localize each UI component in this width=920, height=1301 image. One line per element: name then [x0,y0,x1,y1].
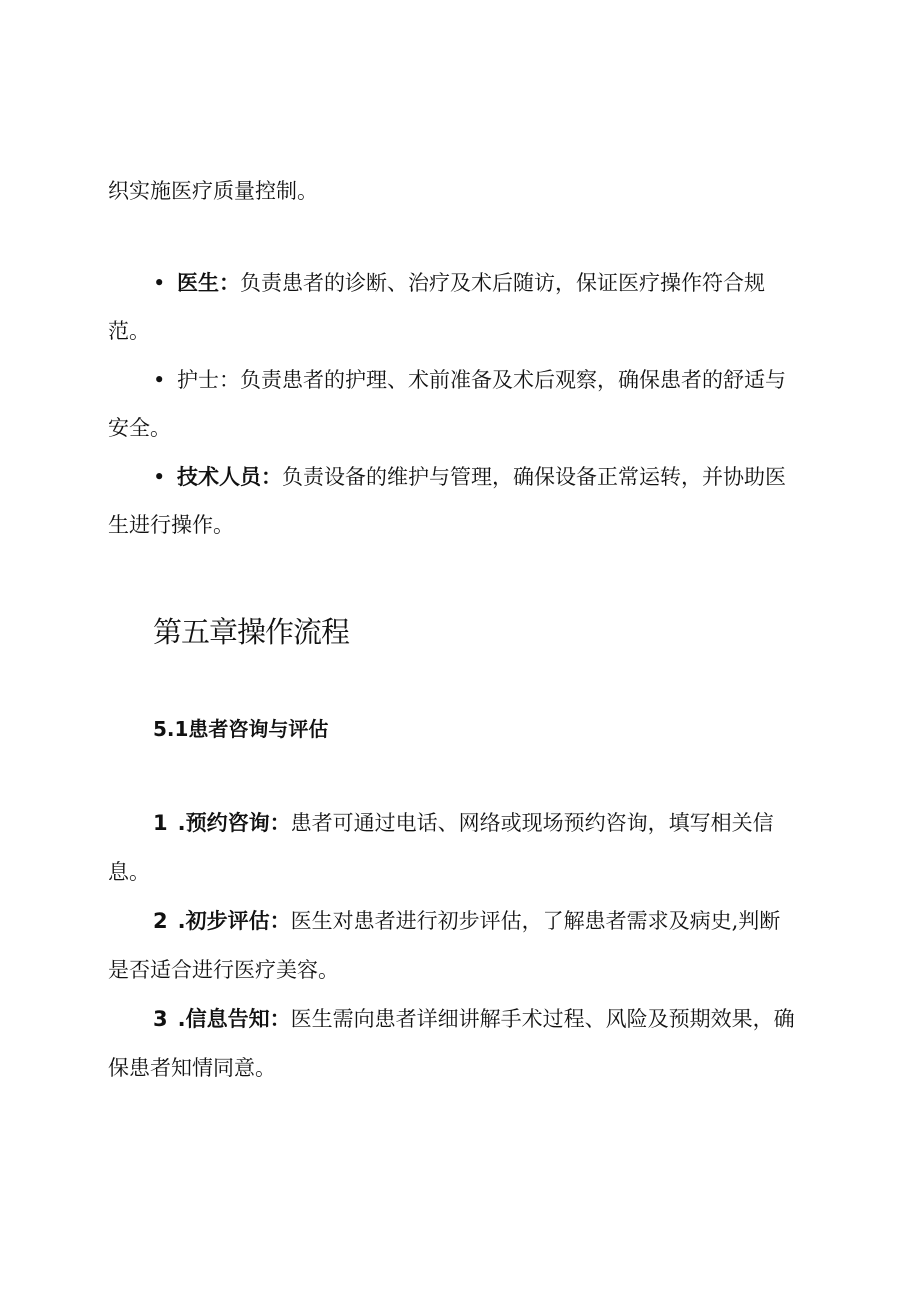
role-description-continued: 范。 [108,319,150,343]
role-description-continued: 生进行操作。 [108,513,234,537]
step-description-continued: 保患者知情同意。 [108,1056,276,1080]
role-item-technician [153,462,786,492]
step-description: 医生对患者进行初步评估，了解患者需求及病史,判断 [290,909,781,933]
step-number: 1 [153,811,168,835]
role-description: 负责设备的维护与管理，确保设备正常运转，并协助医 [282,465,786,489]
step-item-2 [153,906,780,936]
intro-continuation: 织实施医疗质量控制。 [108,179,318,203]
role-label: 医生： [177,271,240,295]
step-number: 3 [153,1007,168,1031]
role-item-doctor [153,268,765,298]
bullet-icon: • [153,368,166,392]
step-item-3 [153,1004,795,1034]
step-description-continued: 是否适合进行医疗美容。 [108,958,339,982]
role-description-continued: 安全。 [108,416,171,440]
step-label: .信息告知： [177,1007,291,1031]
role-description: 负责患者的诊断、治疗及术后随访，保证医疗操作符合规 [240,271,765,295]
step-description-continued: 息。 [108,860,150,884]
role-label: 护士： [177,368,240,392]
chapter-title: 第五章操作流程 [153,615,350,649]
step-description: 患者可通过电话、网络或现场预约咨询，填写相关信 [290,811,774,835]
section-title: 5.1患者咨询与评估 [153,717,329,741]
step-number: 2 [153,909,168,933]
step-description: 医生需向患者详细讲解手术过程、风险及预期效果，确 [290,1007,795,1031]
step-label: .预约咨询： [177,811,291,835]
role-label: 技术人员： [177,465,282,489]
step-label: .初步评估： [177,909,291,933]
step-item-1 [153,808,774,838]
bullet-icon: • [153,271,166,295]
bullet-icon: • [153,465,166,489]
role-item-nurse [153,365,786,395]
role-description: 负责患者的护理、术前准备及术后观察，确保患者的舒适与 [240,368,786,392]
